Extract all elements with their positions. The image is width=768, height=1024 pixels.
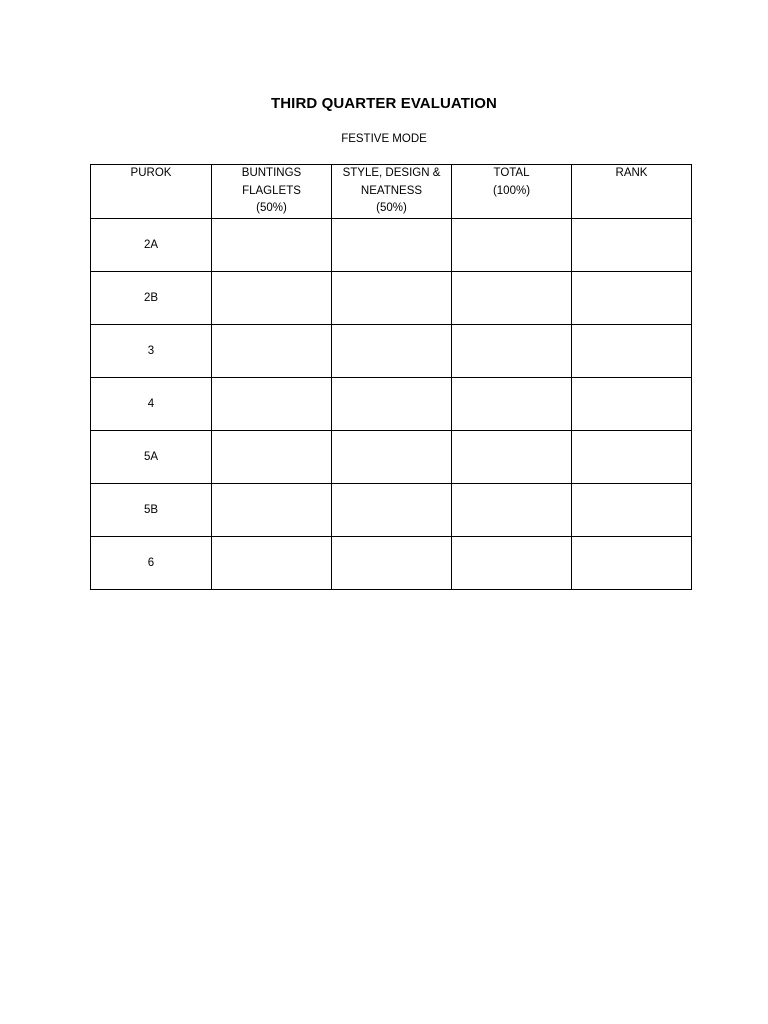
purok-cell: 2B — [91, 271, 212, 324]
buntings-cell — [212, 536, 332, 589]
buntings-cell — [212, 377, 332, 430]
total-cell — [452, 271, 572, 324]
table-row — [91, 271, 692, 324]
rank-cell — [572, 483, 692, 536]
rank-cell — [572, 430, 692, 483]
column-header-buntings — [212, 165, 332, 219]
purok-cell: 5B — [91, 483, 212, 536]
header-row — [91, 165, 692, 219]
rank-cell — [572, 377, 692, 430]
table-row — [91, 218, 692, 271]
purok-cell: 2A — [91, 218, 212, 271]
page-subtitle: FESTIVE MODE — [341, 133, 427, 145]
total-cell — [452, 324, 572, 377]
header-line: BUNTINGS — [241, 167, 302, 179]
style-cell — [332, 377, 452, 430]
rank-cell — [572, 536, 692, 589]
rank-cell — [572, 218, 692, 271]
column-header-style — [332, 165, 452, 219]
total-cell — [452, 430, 572, 483]
purok-cell: 6 — [91, 536, 212, 589]
buntings-cell — [212, 271, 332, 324]
header-line: (100%) — [492, 184, 531, 197]
table-row — [91, 430, 692, 483]
table-row — [91, 483, 692, 536]
style-cell — [332, 483, 452, 536]
header-line: (50%) — [256, 202, 287, 214]
buntings-cell — [212, 324, 332, 377]
column-header-total — [452, 165, 572, 219]
header-line: NEATNESS — [360, 184, 423, 197]
total-cell — [452, 218, 572, 271]
style-cell — [332, 218, 452, 271]
buntings-cell — [212, 483, 332, 536]
purok-cell: 4 — [91, 377, 212, 430]
header-line: (50%) — [376, 202, 407, 214]
header-line: STYLE, DESIGN & — [342, 167, 441, 179]
header-line: RANK — [615, 167, 648, 179]
purok-cell: 3 — [91, 324, 212, 377]
total-cell — [452, 377, 572, 430]
style-cell — [332, 430, 452, 483]
column-header-rank — [572, 165, 692, 219]
total-cell — [452, 536, 572, 589]
header-line: FLAGLETS — [242, 184, 301, 197]
table-row — [91, 377, 692, 430]
evaluation-table — [90, 164, 692, 590]
rank-cell — [572, 324, 692, 377]
buntings-cell — [212, 218, 332, 271]
buntings-cell — [212, 430, 332, 483]
page-title: THIRD QUARTER EVALUATION — [270, 95, 497, 112]
total-cell — [452, 483, 572, 536]
rank-cell — [572, 271, 692, 324]
style-cell — [332, 536, 452, 589]
column-header-purok — [91, 165, 212, 219]
header-line: TOTAL — [493, 167, 530, 179]
table-row — [91, 324, 692, 377]
style-cell — [332, 271, 452, 324]
style-cell — [332, 324, 452, 377]
table-row — [91, 536, 692, 589]
purok-cell: 5A — [91, 430, 212, 483]
header-line: PUROK — [130, 167, 172, 179]
